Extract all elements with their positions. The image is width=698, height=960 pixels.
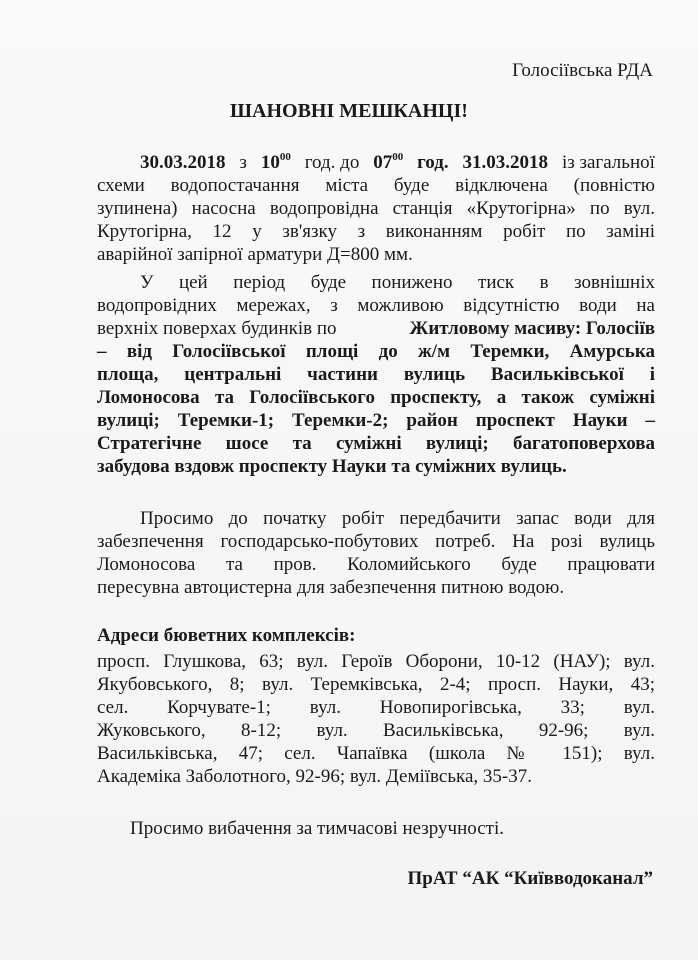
lead-rest: із загальної [561,152,655,173]
address-line: просп. Глушкова, 63; вул. Героїв Оборони, 10-12 (НАУ); вул. [97,651,655,672]
paragraph2-bold-line: Ломоносова та Голосіївського проспекту, а також суміжні [97,387,655,408]
address-line: Якубовського, 8; вул. Теремківська, 2-4; просп. Науки, 43; [97,674,655,695]
paragraph2-bold-line: вулиці; Теремки-1; Теремки-2; район проспект Науки – [97,410,655,431]
address-line: Жуковського, 8-12; вул. Васильківська, 92-96; вул. [97,720,655,741]
address-line: сел. Корчувате-1; вул. Новопирогівська, 33; вул. [97,697,655,718]
address-line: Академіка Заболотного, 92-96; вул. Деміївська, 35-37. [97,766,532,787]
addresses-heading: Адреси бюветних комплексів: [97,625,356,646]
apology-text: Просимо вибачення за тимчасові незручності. [130,818,505,839]
paragraph3-line: забезпечення господарсько-побутових потреб. На розі вулиць [97,531,655,552]
date-start: 30.03.2018 [140,152,226,173]
paragraph2-bold-line: площа, центральні частини вулиць Васильківської і [97,364,655,385]
paragraph3-line: Просимо до початку робіт передбачити запас води для [140,508,655,529]
paragraph2-line: водопровідних мережах, з можливою відсутністю води на [97,295,655,316]
address-line: Васильківська, 47; сел. Чапаївка (школа № 151); вул. [97,743,655,764]
word-z: з [239,152,247,173]
paragraph3-line: пересувна автоцистерна для забезпечення питною водою. [97,577,565,598]
paragraph3-line: Ломоносова та пров. Коломийського буде працювати [97,554,655,575]
time-start: $10^{00}$ [260,150,291,173]
signature: ПрАТ “АК “Київводоканал” [407,868,653,889]
paragraph1-line: аварійної запірної арматури Д=800 мм. [97,244,413,265]
paragraph2-bold-line: забудова вздовж проспекту Науки та суміжних вулиць. [97,456,567,477]
paragraph1-line: схеми водопостачання міста буде відключена (повністю [97,175,655,196]
paragraph2-line [97,318,655,340]
date-end: 31.03.2018 [462,152,549,173]
paragraph2-bold-text: Житловому масиву: Голосіїв [409,318,655,339]
paragraph2-bold-line: Стратегічне шосе та суміжні вулиці; багатоповерхова [97,433,655,454]
paragraph1-lead-line [140,152,655,174]
notice-title: ШАНОВНІ МЕШКАНЦІ! [230,100,468,122]
time-end: $07^{00}$ [373,150,404,173]
header-organization: Голосіївська РДА [512,60,653,81]
paragraph2-bold-line: – від Голосіївської площі до ж/м Теремки, Амурська [97,341,655,362]
word-god-do: год. до [304,152,360,173]
paragraph1-line: Крутогірна, 12 у зв'язку з виконанням робіт по заміні [97,221,655,242]
paragraph2-plain-text: верхніх поверхах будинків по [97,318,337,339]
paragraph2-line: У цей період буде понижено тиск в зовнішніх [140,272,655,293]
word-god: год. [417,152,449,173]
paragraph1-line: зупинена) насосна водопровідна станція «Крутогірна» по вул. [97,198,655,219]
